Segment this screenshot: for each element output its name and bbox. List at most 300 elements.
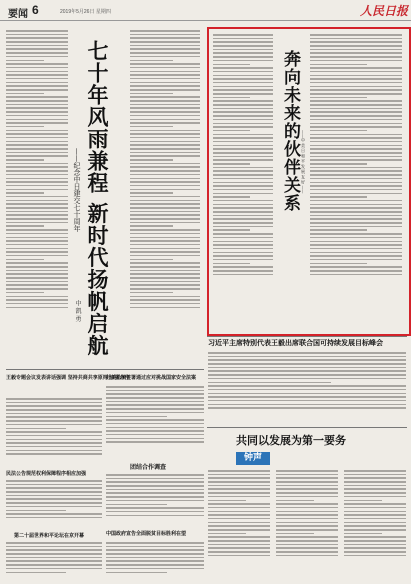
- text-line: [310, 252, 402, 254]
- text-line: [6, 553, 102, 555]
- text-line: [310, 97, 367, 99]
- text-line: [130, 89, 200, 91]
- text-line: [310, 229, 367, 231]
- text-line: [310, 163, 367, 165]
- text-line: [130, 181, 200, 183]
- text-line: [106, 500, 204, 502]
- text-line: [310, 241, 402, 243]
- text-line: [310, 263, 367, 265]
- text-line: [344, 488, 406, 490]
- text-line: [130, 251, 200, 253]
- text-line: [213, 115, 273, 117]
- text-line: [213, 259, 273, 261]
- text-line: [213, 104, 273, 106]
- text-line: [213, 134, 273, 136]
- text-line: [208, 511, 270, 513]
- text-line: [130, 233, 200, 235]
- text-line: [310, 123, 402, 125]
- text-line: [6, 273, 68, 275]
- text-line: [130, 284, 200, 286]
- bottom-right-col-1: [208, 470, 270, 580]
- mid-right-body: [208, 352, 406, 424]
- text-line: [6, 398, 102, 400]
- bottom-right-col-2: [276, 470, 338, 580]
- text-line: [130, 133, 200, 135]
- bottom-right-headline: 共同以发展为第一要务: [236, 434, 346, 447]
- text-line: [6, 303, 68, 305]
- text-line: [344, 551, 406, 553]
- text-line: [106, 504, 167, 506]
- text-line: [310, 196, 367, 198]
- right-article-title: 奔向未来的伙伴关系: [280, 50, 300, 212]
- newspaper-logo: 人民日报: [360, 4, 409, 18]
- left-article-byline: 中 凯 勇: [74, 300, 81, 322]
- text-line: [6, 170, 68, 172]
- text-line: [130, 240, 200, 242]
- text-line: [208, 389, 406, 391]
- text-line: [130, 189, 200, 191]
- text-line: [6, 185, 68, 187]
- text-line: [310, 255, 402, 257]
- text-line: [310, 259, 402, 261]
- text-line: [208, 374, 406, 376]
- text-line: [344, 536, 406, 538]
- text-line: [6, 502, 102, 504]
- text-line: [130, 203, 200, 205]
- text-line: [106, 441, 204, 443]
- text-line: [6, 200, 68, 202]
- text-line: [130, 259, 173, 261]
- text-line: [276, 470, 338, 472]
- text-line: [310, 45, 402, 47]
- text-line: [130, 192, 173, 194]
- text-line: [6, 67, 68, 69]
- text-line: [276, 547, 338, 549]
- text-line: [208, 382, 331, 384]
- text-line: [213, 255, 273, 257]
- text-line: [213, 86, 273, 88]
- text-line: [130, 155, 200, 157]
- text-line: [310, 60, 402, 62]
- text-line: [208, 474, 270, 476]
- text-line: [213, 263, 250, 265]
- text-line: [130, 214, 200, 216]
- text-line: [213, 64, 250, 66]
- text-line: [310, 274, 402, 276]
- text-line: [6, 284, 68, 286]
- text-line: [310, 204, 402, 206]
- text-line: [6, 181, 68, 183]
- text-line: [6, 229, 68, 231]
- text-line: [130, 229, 200, 231]
- text-line: [213, 145, 273, 147]
- text-line: [6, 74, 68, 76]
- text-line: [130, 163, 200, 165]
- text-line: [6, 453, 102, 455]
- text-line: [213, 244, 273, 246]
- text-line: [106, 507, 204, 509]
- text-line: [276, 555, 338, 557]
- text-line: [6, 495, 102, 497]
- text-line: [213, 45, 273, 47]
- text-line: [6, 270, 68, 272]
- text-line: [6, 152, 68, 154]
- text-line: [130, 288, 200, 290]
- text-line: [208, 533, 246, 535]
- mid-right-headline: 习近平主席特别代表王毅出席联合国可持续发展目标峰会: [208, 338, 383, 347]
- text-line: [6, 237, 68, 239]
- text-line: [213, 233, 273, 235]
- text-line: [6, 159, 44, 161]
- text-line: [213, 185, 273, 187]
- text-line: [310, 115, 402, 117]
- text-line: [6, 137, 68, 139]
- text-line: [6, 211, 68, 213]
- small-headline-1: 民法公告规范权利保障程序相应加强: [6, 471, 87, 477]
- text-line: [106, 568, 204, 570]
- text-line: [6, 416, 102, 418]
- text-line: [213, 222, 273, 224]
- text-line: [106, 412, 204, 414]
- text-line: [310, 226, 402, 228]
- text-line: [6, 572, 66, 574]
- text-line: [213, 178, 273, 180]
- text-line: [106, 438, 204, 440]
- text-line: [310, 130, 367, 132]
- text-line: [130, 45, 200, 47]
- text-line: [213, 75, 273, 77]
- text-line: [6, 63, 68, 65]
- text-line: [6, 178, 68, 180]
- text-line: [130, 218, 200, 220]
- text-line: [6, 480, 102, 482]
- text-line: [6, 203, 68, 205]
- text-line: [208, 485, 270, 487]
- text-line: [310, 152, 402, 154]
- text-line: [6, 435, 102, 437]
- text-line: [213, 189, 273, 191]
- text-line: [310, 34, 402, 36]
- text-line: [310, 215, 402, 217]
- text-line: [310, 75, 402, 77]
- text-line: [6, 34, 68, 36]
- text-line: [213, 89, 273, 91]
- text-line: [310, 233, 402, 235]
- text-line: [6, 491, 102, 493]
- divider-mid: [6, 369, 204, 370]
- text-line: [130, 152, 200, 154]
- text-line: [310, 71, 402, 73]
- text-line: [6, 174, 68, 176]
- text-line: [213, 196, 250, 198]
- text-line: [106, 390, 204, 392]
- text-line: [208, 393, 406, 395]
- text-line: [276, 492, 338, 494]
- text-line: [208, 500, 246, 502]
- text-line: [6, 428, 66, 430]
- text-line: [208, 396, 406, 398]
- text-line: [106, 560, 204, 562]
- text-line: [208, 477, 270, 479]
- text-line: [276, 551, 338, 553]
- text-line: [310, 64, 367, 66]
- text-line: [310, 93, 402, 95]
- text-line: [6, 549, 102, 551]
- text-line: [276, 522, 338, 524]
- text-line: [130, 67, 200, 69]
- text-line: [208, 540, 270, 542]
- text-line: [6, 233, 68, 235]
- text-line: [213, 137, 273, 139]
- text-line: [208, 536, 270, 538]
- text-line: [344, 547, 406, 549]
- text-line: [344, 485, 406, 487]
- text-line: [130, 159, 173, 161]
- text-line: [130, 174, 200, 176]
- text-line: [208, 378, 406, 380]
- text-line: [213, 67, 273, 69]
- text-line: [130, 78, 200, 80]
- bottom-right-col-3: [344, 470, 406, 580]
- text-line: [106, 478, 204, 480]
- text-line: [6, 420, 102, 422]
- bottom-left-body-1: [6, 398, 102, 468]
- text-line: [6, 155, 68, 157]
- text-line: [310, 104, 402, 106]
- text-line: [213, 182, 273, 184]
- bottom-mid-headline: 赴美总统签署通过应对挑战国家安全法案: [106, 375, 197, 381]
- text-line: [6, 413, 102, 415]
- text-line: [344, 477, 406, 479]
- text-line: [276, 511, 338, 513]
- text-line: [213, 78, 273, 80]
- bottom-center-body: [106, 474, 204, 526]
- text-line: [6, 277, 68, 279]
- text-line: [310, 266, 402, 268]
- text-line: [6, 255, 68, 257]
- text-line: [310, 189, 402, 191]
- section-name: 要闻: [8, 9, 28, 20]
- text-line: [6, 564, 102, 566]
- text-line: [213, 152, 273, 154]
- text-line: [6, 107, 68, 109]
- text-line: [310, 248, 402, 250]
- text-line: [6, 82, 68, 84]
- text-line: [130, 273, 200, 275]
- text-line: [6, 557, 102, 559]
- text-line: [6, 248, 68, 250]
- text-line: [6, 141, 68, 143]
- text-line: [344, 474, 406, 476]
- text-line: [310, 174, 402, 176]
- text-line: [6, 446, 102, 448]
- text-line: [213, 200, 273, 202]
- text-line: [6, 89, 68, 91]
- text-line: [208, 404, 406, 406]
- text-line: [106, 553, 204, 555]
- text-line: [213, 248, 273, 250]
- text-line: [344, 492, 406, 494]
- text-line: [6, 100, 68, 102]
- issue-date: 2019年5月26日 星期四: [60, 9, 111, 15]
- text-line: [130, 37, 200, 39]
- text-line: [6, 52, 68, 54]
- bottom-left-body-3: [6, 542, 102, 582]
- text-line: [130, 96, 200, 98]
- text-line: [106, 419, 204, 421]
- text-line: [213, 274, 273, 276]
- text-line: [344, 511, 406, 513]
- text-line: [208, 407, 406, 409]
- text-line: [213, 252, 273, 254]
- text-line: [344, 500, 382, 502]
- text-line: [213, 126, 273, 128]
- text-line: [106, 557, 204, 559]
- text-line: [310, 41, 402, 43]
- text-line: [130, 255, 200, 257]
- text-line: [130, 115, 200, 117]
- text-line: [310, 145, 402, 147]
- text-line: [130, 82, 200, 84]
- text-line: [106, 492, 204, 494]
- text-line: [106, 416, 167, 418]
- text-line: [208, 544, 270, 546]
- text-line: [310, 222, 402, 224]
- text-line: [213, 226, 273, 228]
- text-line: [106, 434, 204, 436]
- text-line: [310, 134, 402, 136]
- text-line: [106, 397, 204, 399]
- text-line: [130, 277, 200, 279]
- text-line: [6, 225, 44, 227]
- text-line: [6, 409, 102, 411]
- text-line: [310, 38, 402, 40]
- text-line: [6, 78, 68, 80]
- text-line: [130, 93, 173, 95]
- text-line: [208, 356, 406, 358]
- text-line: [130, 296, 200, 298]
- text-line: [310, 185, 402, 187]
- text-line: [344, 540, 406, 542]
- text-line: [106, 542, 204, 544]
- text-line: [213, 167, 273, 169]
- text-line: [6, 218, 68, 220]
- text-line: [213, 97, 250, 99]
- text-line: [106, 572, 167, 574]
- text-line: [213, 193, 273, 195]
- text-line: [276, 540, 338, 542]
- text-line: [6, 30, 68, 32]
- text-line: [130, 104, 200, 106]
- text-line: [208, 370, 406, 372]
- text-line: [130, 74, 200, 76]
- text-line: [130, 170, 200, 172]
- text-line: [130, 292, 173, 294]
- text-line: [6, 222, 68, 224]
- text-line: [6, 196, 68, 198]
- text-line: [130, 41, 200, 43]
- page-header: [0, 0, 411, 21]
- text-line: [130, 225, 173, 227]
- text-line: [344, 522, 406, 524]
- text-line: [106, 489, 204, 491]
- text-line: [344, 518, 406, 520]
- text-line: [6, 85, 68, 87]
- text-line: [6, 402, 102, 404]
- text-line: [6, 60, 44, 62]
- text-line: [6, 93, 44, 95]
- text-line: [310, 52, 402, 54]
- text-line: [344, 555, 406, 557]
- text-line: [344, 533, 382, 535]
- text-line: [208, 518, 270, 520]
- text-line: [130, 100, 200, 102]
- text-line: [130, 148, 200, 150]
- text-line: [310, 270, 402, 272]
- text-line: [130, 299, 200, 301]
- text-line: [213, 270, 273, 272]
- text-line: [130, 52, 200, 54]
- text-line: [6, 71, 68, 73]
- text-line: [6, 450, 102, 452]
- text-line: [130, 141, 200, 143]
- text-line: [310, 200, 402, 202]
- text-line: [130, 303, 200, 305]
- text-line: [276, 488, 338, 490]
- text-line: [208, 385, 406, 387]
- text-line: [213, 211, 273, 213]
- text-line: [208, 400, 406, 402]
- text-line: [130, 60, 173, 62]
- text-line: [6, 251, 68, 253]
- text-line: [106, 404, 204, 406]
- text-line: [208, 492, 270, 494]
- text-line: [213, 174, 273, 176]
- text-line: [213, 148, 273, 150]
- text-line: [106, 546, 204, 548]
- text-line: [310, 207, 402, 209]
- text-line: [106, 427, 204, 429]
- text-line: [130, 126, 173, 128]
- text-line: [213, 266, 273, 268]
- text-line: [6, 484, 102, 486]
- text-line: [344, 503, 406, 505]
- text-line: [6, 56, 68, 58]
- text-line: [6, 111, 68, 113]
- text-line: [6, 163, 68, 165]
- text-line: [213, 38, 273, 40]
- text-line: [310, 218, 402, 220]
- text-line: [276, 529, 338, 531]
- text-line: [6, 510, 66, 512]
- divider-right: [207, 336, 407, 337]
- text-line: [310, 211, 402, 213]
- text-line: [130, 144, 200, 146]
- text-line: [213, 241, 273, 243]
- text-line: [310, 67, 402, 69]
- text-line: [6, 148, 68, 150]
- text-line: [6, 296, 68, 298]
- small-headline-2: 第二十届世界和平论坛在京开幕: [14, 533, 85, 539]
- text-line: [6, 506, 102, 508]
- text-line: [130, 111, 200, 113]
- text-line: [130, 30, 200, 32]
- text-line: [208, 551, 270, 553]
- text-line: [276, 518, 338, 520]
- text-line: [276, 485, 338, 487]
- text-line: [208, 507, 270, 509]
- text-line: [130, 34, 200, 36]
